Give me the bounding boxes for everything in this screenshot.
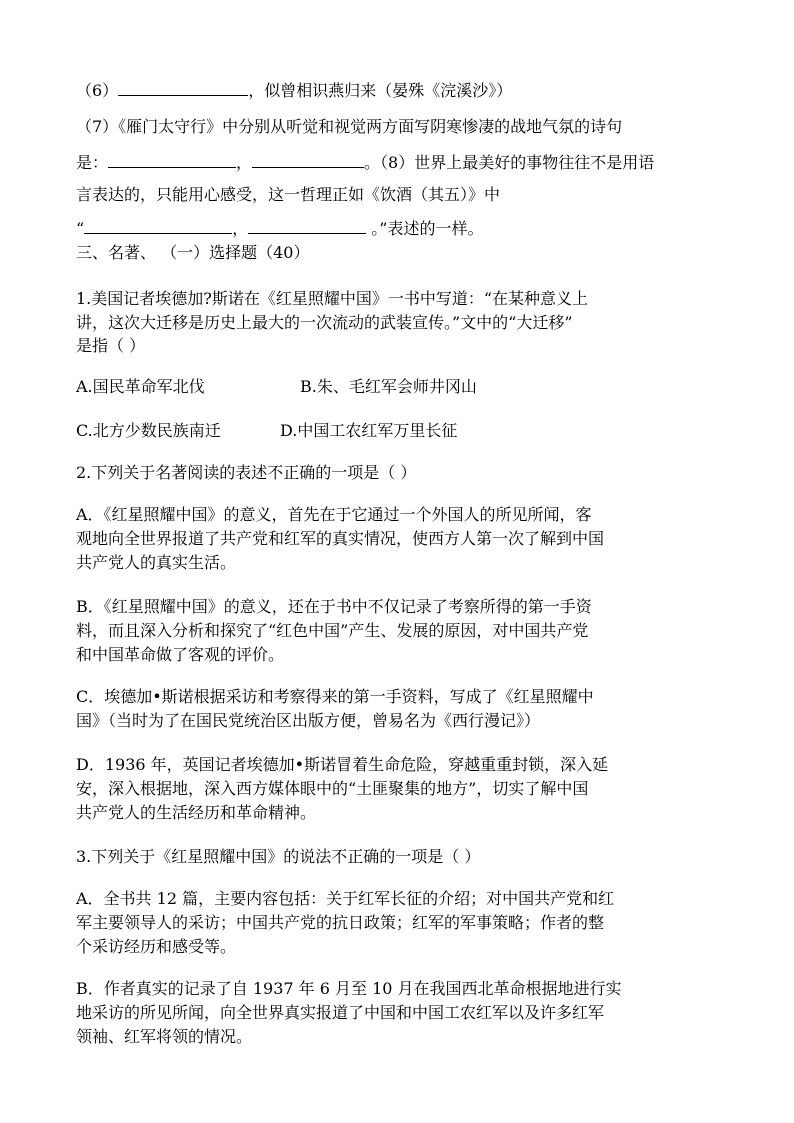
fill-line-6: [76, 80, 512, 102]
q2-option-b: 和中国革命做了客观的评价。: [76, 645, 285, 664]
q3-option-b: B．作者真实的记录了自 1937 年 6 月至 10 月在我国西北革命根据地进行实: [76, 979, 622, 998]
q1-option-d: D.中国工农红军万里长征: [280, 421, 458, 440]
line-text: “: [76, 219, 85, 238]
q2-option-a: 共产党人的真实生活。: [76, 553, 237, 572]
line-text: ，: [236, 153, 253, 172]
q2-option-a: A．《红星照耀中国》的意义，首先在于它通过一个外国人的所见所闻，客: [76, 505, 592, 524]
q3-stem: 3.下列关于《红星照耀中国》的说法不正确的一项是（ ）: [76, 847, 481, 866]
q3-option-a: 个采访经历和感受等。: [76, 937, 237, 956]
line-text: ，: [232, 219, 249, 238]
q2-option-b: B．《红星照耀中国》的意义，还在于书中不仅记录了考察所得的第一手资: [76, 597, 592, 616]
q2-option-c: C．埃德加•斯诺根据采访和考察得来的第一手资料，写成了《红星照耀中: [76, 687, 594, 706]
q1-stem-line: 1.美国记者埃德加?斯诺在《红星照耀中国》一书中写道：“在某种意义上: [76, 289, 589, 308]
q1-options-row: [76, 376, 205, 398]
q2-stem: 2.下列关于名著阅读的表述不正确的一项是（ ）: [76, 463, 417, 482]
q2-option-b: 料，而且深入分析和探究了“红色中国”产生、发展的原因，对中国共产党: [76, 621, 589, 640]
q3-option-a: 军主要领导人的采访；中国共产党的抗日政策；红军的军事策略；作者的整: [76, 913, 605, 932]
line-text: 。（8）世界上最美好的事物往往不是用语: [364, 153, 655, 172]
line-text: 是：: [76, 153, 109, 172]
question-7-text: （7）《雁门太守行》中分别从听觉和视觉两方面写阴寒惨凄的战地气氛的诗句: [76, 117, 623, 136]
q2-option-c: 国》（当时为了在国民党统治区出版方便，曾易名为《西行漫记》）: [76, 711, 541, 730]
q2-option-d: D．1936 年，英国记者埃德加•斯诺冒着生命危险，穿越重重封锁，深入延: [76, 755, 609, 774]
q1-option-b: B.朱、毛红军会师井冈山: [300, 377, 477, 396]
q1-stem-line: 是指（ ）: [76, 336, 146, 355]
q3-option-a: A．全书共 12 篇，主要内容包括：关于红军长征的介绍；对中国共产党和红: [76, 889, 615, 908]
item-number: （6）: [76, 81, 119, 100]
answer-blank[interactable]: [252, 152, 364, 168]
fill-line-7: [76, 152, 654, 174]
answer-blank[interactable]: [118, 80, 248, 96]
q1-option-c: C.北方少数民族南迁: [76, 421, 221, 440]
line-text: ，似曾相识燕归来（晏殊《浣溪沙》）: [248, 81, 513, 100]
answer-blank[interactable]: [108, 152, 236, 168]
answer-blank[interactable]: [248, 218, 366, 234]
q3-option-b: 领袖、红军将领的情况。: [76, 1027, 253, 1046]
q1-option-a: A.国民革命军北伐: [76, 377, 205, 396]
section-heading: 三、名著、 （一）选择题（40）: [76, 243, 310, 262]
q2-option-a: 观地向全世界报道了共产党和红军的真实情况，使西方人第一次了解到中国: [76, 529, 605, 548]
line-text: 。”表述的一样。: [366, 219, 484, 238]
question-8-text: 言表达的，只能用心感受，这一哲理正如《饮酒（其五）》中: [76, 185, 501, 204]
answer-blank[interactable]: [84, 218, 232, 234]
q1-stem-line: 讲，这次大迁移是历史上最大的一次流动的武装宣传。”文中的“大迁移”: [76, 313, 573, 332]
fill-line-8: [76, 218, 483, 240]
q3-option-b: 地采访的所见所闻，向全世界真实报道了中国和中国工农红军以及许多红军: [76, 1003, 605, 1022]
q2-option-d: 共产党人的生活经历和革命精神。: [76, 803, 317, 822]
q2-option-d: 安，深入根据地，深入西方媒体眼中的“土匪聚集的地方”，切实了解中国: [76, 779, 589, 798]
